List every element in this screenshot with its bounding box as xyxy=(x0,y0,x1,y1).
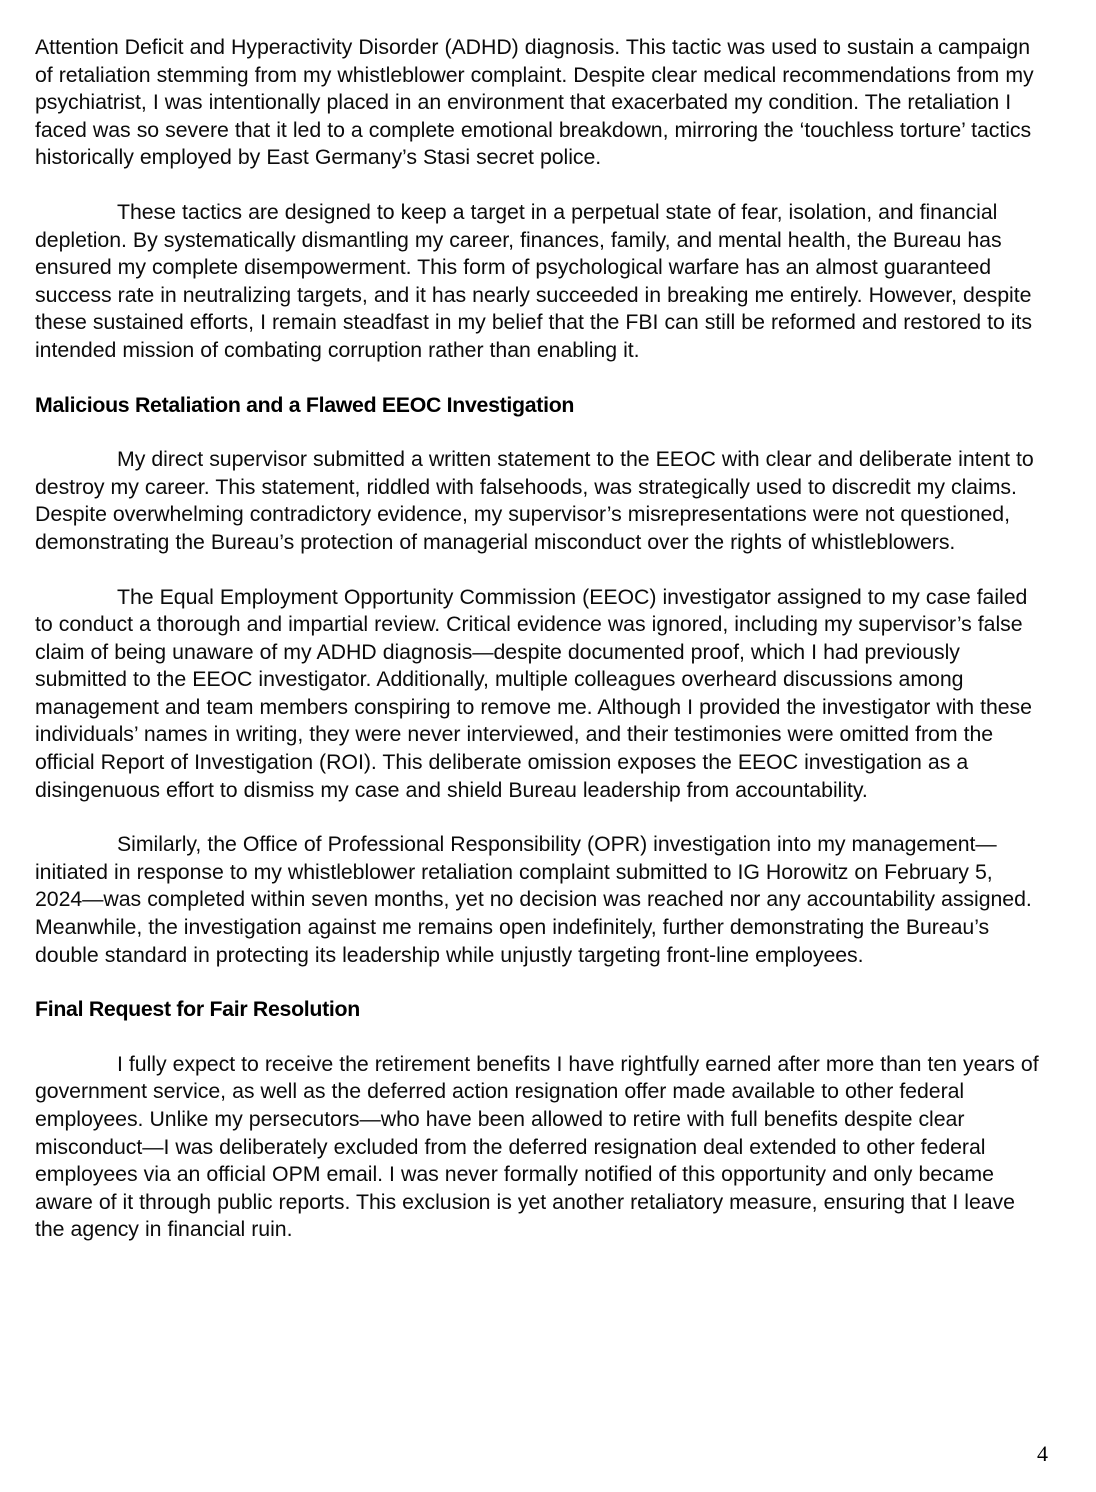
paragraph-eeoc-investigator: The Equal Employment Opportunity Commission (EEOC) investigator assigned to my case failed to conduct a thorough and impartial review. Critical evidence was ignored, including my supervisor’s false claim of being unaware of my ADHD diagnosis—despite documented proof, which I had previously submitted to the EEOC investigator. Additionally, multiple colleagues overheard discussions among management and team members conspiring to remove me. Although I provided the investigator with these individuals’ names in writing, they were never interviewed, and their testimonies were omitted from the official Report of Investigation (ROI). This deliberate omission exposes the EEOC investigation as a disingenuous effort to dismiss my case and shield Bureau leadership from accountability. xyxy=(35,584,1032,802)
heading-spacer-before xyxy=(35,365,1043,392)
paragraph-spacer xyxy=(35,804,1043,831)
heading-spacer-before xyxy=(35,969,1043,996)
paragraph-tactics-perpetual-fear: These tactics are designed to keep a target in a perpetual state of fear, isolation, and financial depletion. By systematically dismantling my career, finances, family, and mental health, the Bureau has ensured my complete disempowerment. This form of psychological warfare has an almost guaranteed success rate in neutralizing targets, and it has nearly succeeded in breaking me entirely. However, despite these sustained efforts, I remain steadfast in my belief that the FBI can still be reformed and restored to its intended mission of combating corruption rather than enabling it. xyxy=(35,199,1032,362)
paragraph-supervisor-statement: My direct supervisor submitted a written statement to the EEOC with clear and deliberate intent to destroy my career. This statement, riddled with falsehoods, was strategically used to discredit my claims. Despite overwhelming contradictory evidence, my supervisor’s misrepresentations were not questioned, demonstrating the Bureau’s protection of managerial misconduct over the rights of whistleblowers. xyxy=(35,447,1034,554)
paragraph-spacer xyxy=(35,557,1043,584)
section-heading-final-request: Final Request for Fair Resolution xyxy=(35,997,360,1022)
document-body xyxy=(35,34,1043,1244)
paragraph-adhd-diagnosis: Attention Deficit and Hyperactivity Disorder (ADHD) diagnosis. This tactic was used to sustain a campaign of retaliation stemming from my whistleblower complaint. Despite clear medical recommendations from my psychiatrist, I was intentionally placed in an environment that exacerbated my condition. The retaliation I faced was so severe that it led to a complete emotional breakdown, mirroring the ‘touchless torture’ tactics historically employed by East Germany’s Stasi secret police. xyxy=(35,35,1034,170)
paragraph-opr-investigation: Similarly, the Office of Professional Responsibility (OPR) investigation into my management—initiated in response to my whistleblower retaliation complaint submitted to IG Horowitz on February 5, 2024—was completed within seven months, yet no decision was reached nor any accountability assigned. Meanwhile, the investigation against me remains open indefinitely, further demonstrating the Bureau’s double standard in protecting its leadership while unjustly targeting front-line employees. xyxy=(35,832,1032,967)
page-number: 4 xyxy=(1037,1441,1048,1466)
section-heading-malicious-retaliation: Malicious Retaliation and a Flawed EEOC Investigation xyxy=(35,392,575,417)
heading-spacer-after xyxy=(35,419,1043,446)
paragraph-spacer xyxy=(35,172,1043,199)
paragraph-retirement-benefits: I fully expect to receive the retirement benefits I have rightfully earned after more than ten years of government service, as well as the deferred action resignation offer made available to other federal employees. Unlike my persecutors—who have been allowed to retire with full benefits despite clear misconduct—I was deliberately excluded from the deferred resignation deal extended to other federal employees via an official OPM email. I was never formally notified of this opportunity and only became aware of it through public reports. This exclusion is yet another retaliatory measure, ensuring that I leave the agency in financial ruin. xyxy=(35,1051,1039,1242)
heading-spacer-after xyxy=(35,1024,1043,1051)
